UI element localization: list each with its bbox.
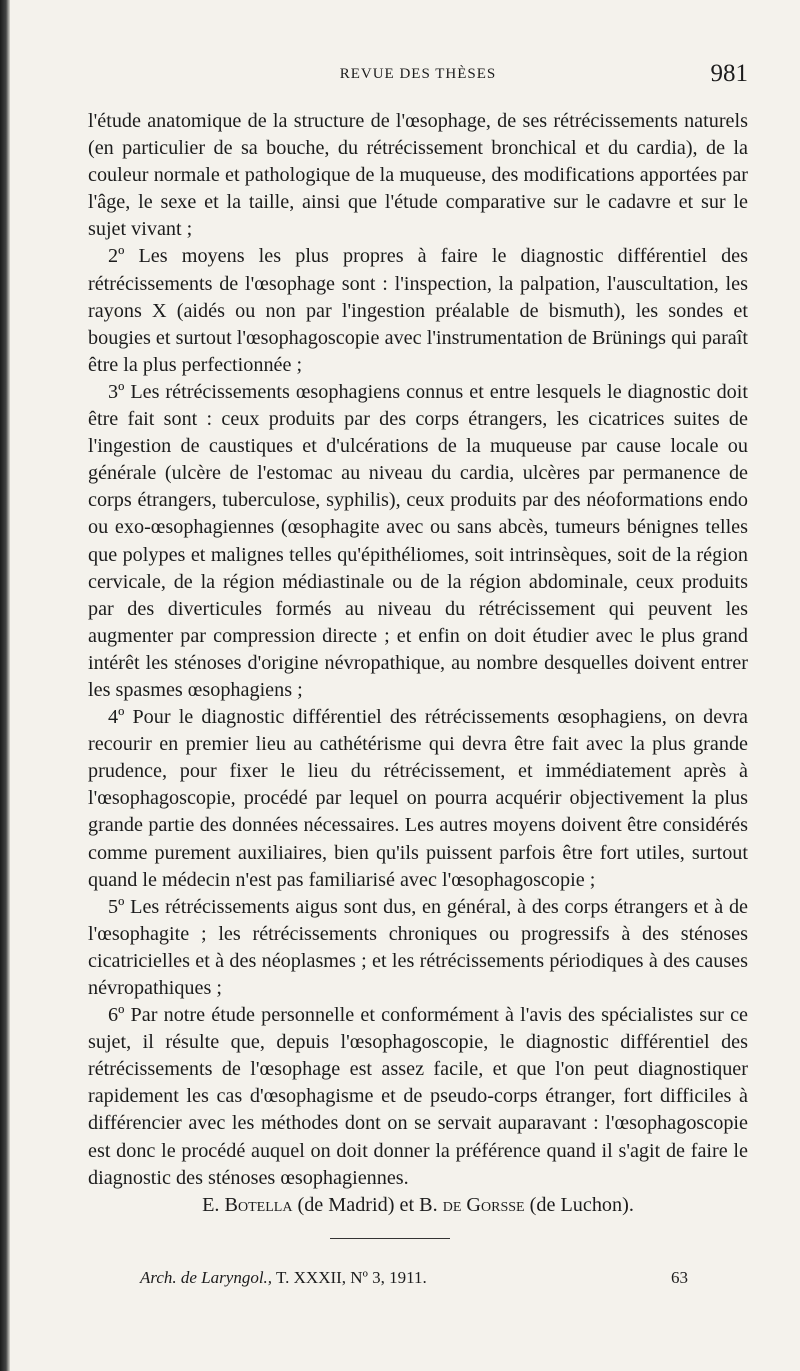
footer-signature-number: 63 — [671, 1268, 688, 1287]
footer-journal: Arch. de Laryngol., — [140, 1268, 273, 1287]
author1-place: (de Madrid) — [297, 1193, 395, 1216]
paragraph-point-5: 5º Les rétrécissements aigus sont dus, en général, à des corps étrangers et à de l'œsophagite ; les rétrécissements chroniques ou progressifs à des sténoses cicatricielles et à des néoplasmes ; et les rétrécissements périodiques à des causes névropathiques ; — [88, 895, 748, 999]
paragraph-intro: l'étude anatomique de la structure de l'œsophage, de ses rétrécissements naturels (en particulier de sa bouche, du rétrécissement bronchical et du cardia), de la couleur normale et pathologique de la muqueuse, des modifications apportées par l'âge, le sexe et la taille, ainsi que l'étude comparative sur le cadavre et sur le sujet vivant ; — [88, 110, 748, 241]
paragraph-point-6: 6º Par notre étude personnelle et conformément à l'avis des spécialistes sur ce sujet, il résulte que, depuis l'œsophagoscopie, le diagnostic différentiel des rétrécissements de l'œsophage est assez facile, et que l'on peut diagnostiquer rapidement les cas d'œsophagisme et de pseudo-corps étranger, fort difficiles à différencier avec les méthodes dont on se servait auparavant : l'œsophagoscopie est donc le procédé auquel on doit donner la préférence quand il s'agit de faire le diagnostic des sténoses œsophagiennes. — [88, 1004, 748, 1189]
paragraph-point-3: 3º Les rétrécissements œsophagiens connus et entre lesquels le diagnostic doit être fait sont : ceux produits par des corps étrangers, les cicatrices suites de l'ingestion de caustiques et d'ulcérations de la muqueuse par cause locale ou générale (ulcère de l'estomac au niveau du cardia, ulcères par permanence de corps étrangers, tuberculose, syphilis), ceux produits par des néoformations endo ou exo-œsophagiennes (œsophagite avec ou sans abcès, tumeurs bénignes telles que polypes et malignes telles qu'épithéliomes, soit intrinsèques, soit de la région cervicale, de la région médiastinale ou de la région abdominale, ceux produits par des diverticules formés au niveau du rétrécissement qui peuvent les augmenter par compression directe ; et enfin on doit étudier avec le plus grand intérêt les sténoses d'origine névropathique, au nombre desquelles doivent entrer les spasmes œsophagiens ; — [88, 380, 748, 701]
paragraph-point-4: 4º Pour le diagnostic différentiel des rétrécissements œsophagiens, on devra recourir en premier lieu au cathétérisme qui devra être fait avec la plus grande prudence, pour fixer le lieu du rétrécissement, et immédiatement après à l'œsophagoscopie, procédé par lequel on pourra acquérir objectivement la plus grande partie des données nécessaires. Les autres moyens doivent être considérés comme purement auxiliaires, bien qu'ils puissent parfois être fort utiles, surtout quand le médecin n'est pas familiarisé avec l'œsophagoscopie ; — [88, 706, 748, 891]
author2-place: (de Luchon). — [529, 1193, 634, 1216]
author2-name: Gorsse — [466, 1193, 525, 1216]
page-number: 981 — [710, 60, 748, 87]
footer-rule — [330, 1238, 450, 1239]
footer-volume: T. XXXII, Nº 3, 1911. — [276, 1268, 427, 1287]
paragraph-point-2: 2º Les moyens les plus propres à faire le diagnostic différentiel des rétrécissements de l'œsophage sont : l'inspection, la palpation, l'auscultation, les rayons X (aidés ou non par l'ingestion préalable de bismuth), les sondes et bougies et surtout l'œsophagoscopie avec l'instrumentation de Brünings qui paraît être la plus perfectionnée ; — [88, 245, 748, 376]
author-signature — [88, 1192, 748, 1219]
author1-name: Botella — [224, 1193, 293, 1216]
page-footer — [140, 1268, 700, 1294]
running-title: REVUE DES THÈSES — [339, 66, 497, 82]
footer-citation — [140, 1268, 427, 1288]
author1-initial: E. — [202, 1193, 220, 1216]
page-header — [88, 60, 748, 90]
author2-particle: de — [442, 1193, 462, 1216]
page-binding-edge — [0, 0, 10, 1371]
signature-conjunction: et — [399, 1193, 415, 1216]
article-body — [88, 108, 748, 1219]
author2-initial: B. — [419, 1193, 438, 1216]
